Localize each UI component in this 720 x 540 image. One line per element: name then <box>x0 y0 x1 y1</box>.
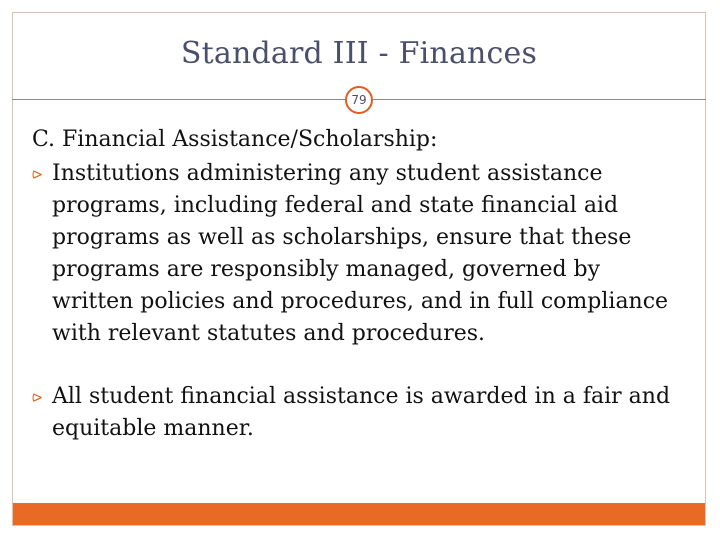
swoosh-bullet-icon: ⪧ <box>32 163 43 184</box>
bullet-item <box>32 381 682 445</box>
slide-body <box>32 124 682 445</box>
bullet-item <box>32 158 682 350</box>
section-heading: C. Financial Assistance/Scholarship: <box>32 127 438 152</box>
slide-title: Standard III - Finances <box>180 36 538 71</box>
swoosh-bullet-icon: ⪧ <box>32 386 43 407</box>
bullet-text: Institutions administering any student assistance programs, including federal and state financial aid programs as well as scholarships, ensure that these programs are responsibly managed, governed by written policies and procedures, and in full compliance with relevant statutes and procedures. <box>52 161 669 346</box>
footer-accent-bar <box>13 503 705 525</box>
bullet-text: All student financial assistance is awarded in a fair and equitable manner. <box>52 384 671 441</box>
page-number-badge: 79 <box>345 86 373 114</box>
